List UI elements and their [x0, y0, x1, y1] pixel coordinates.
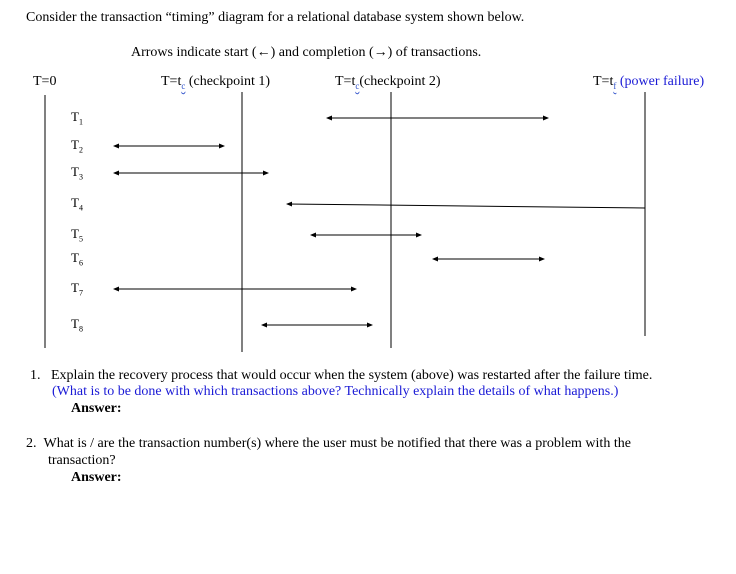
transaction-label	[71, 280, 83, 298]
transaction-number: 7	[78, 288, 83, 298]
transaction-name: T	[71, 137, 79, 152]
label-sub: f	[613, 80, 617, 91]
intro-text: Consider the transaction “timing” diagram for a relational database system shown below.	[26, 10, 525, 25]
label-text: (power failure)	[616, 74, 705, 89]
label-prefix: T=t	[335, 74, 356, 89]
transaction-label	[71, 164, 83, 182]
transaction-name: T	[71, 195, 79, 210]
question-2-cont: transaction?	[48, 453, 116, 468]
label-text: (checkpoint 1)	[185, 74, 271, 89]
transaction-label	[71, 226, 83, 244]
transaction-number: 1	[78, 117, 83, 127]
transaction-label	[71, 109, 83, 127]
question-text: What is / are the transaction number(s) where the user must be notified that there was a problem with the	[43, 436, 631, 451]
transaction-number: 4	[78, 203, 83, 213]
label-sub: c	[355, 80, 360, 91]
label-prefix: T=t	[161, 74, 182, 89]
transaction-name: T	[71, 316, 79, 331]
question-text: Explain the recovery process that would occur when the system (above) was restarted after the failure time.	[51, 368, 653, 383]
transaction-label	[71, 250, 83, 268]
transaction-name: T	[71, 109, 79, 124]
transaction-number: 6	[78, 258, 83, 268]
legend-part: ) of transactions.	[387, 45, 482, 60]
transaction-number: 5	[78, 234, 83, 244]
question-1-hint: (What is to be done with which transactions above? Technically explain the details of what happens.)	[52, 384, 619, 399]
transaction-label	[71, 316, 83, 334]
label-text: (checkpoint 2)	[359, 74, 441, 89]
transaction-name: T	[71, 226, 79, 241]
question-number: 1.	[30, 368, 41, 383]
answer-label: Answer:	[71, 401, 122, 416]
label-sub: c	[181, 80, 186, 91]
transaction-name: T	[71, 164, 79, 179]
transaction-arrow	[287, 204, 645, 208]
end-arrow-icon: →	[373, 45, 388, 60]
transaction-name: T	[71, 280, 79, 295]
transaction-label	[71, 195, 83, 213]
transaction-label	[71, 137, 83, 155]
answer-label: Answer:	[71, 470, 122, 485]
question-2	[26, 436, 631, 452]
label-prefix: T=t	[593, 74, 614, 89]
question-1	[30, 368, 652, 384]
time-zero-label: T=0	[33, 74, 57, 89]
transaction-number: 8	[78, 324, 83, 334]
legend-part: ) and completion (	[270, 45, 374, 60]
start-arrow-icon: ←	[256, 45, 271, 60]
question-number: 2.	[26, 436, 37, 451]
transaction-name: T	[71, 250, 79, 265]
transaction-number: 3	[78, 172, 83, 182]
transaction-number: 2	[78, 145, 83, 155]
legend-part: Arrows indicate start (	[131, 45, 257, 60]
